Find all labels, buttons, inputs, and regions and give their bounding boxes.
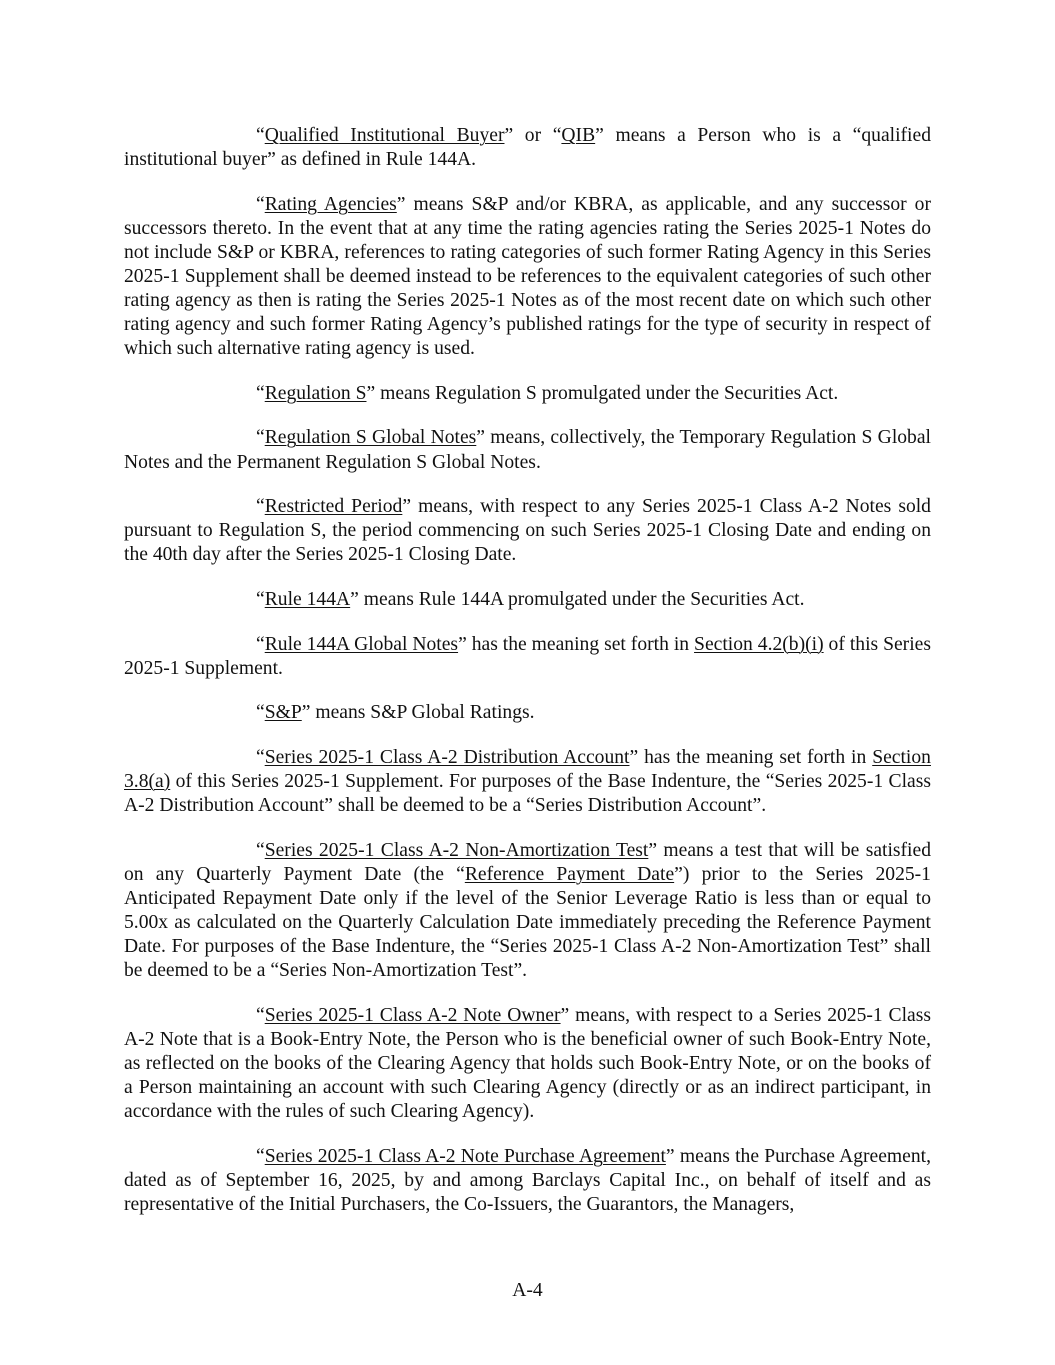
- definition-non-amortization-test: “Series 2025-1 Class A-2 Non-Amortization Test” means a test that will be satisfied on any Quarterly Payment Date (the “Reference Payment Date”) prior to the Series 2025-1 Anticipated Repayment Date only if the level of the Senior Leverage Ratio is less than or equal to 5.00x as calculated on the Quarterly Calculation Date immediately preceding the Reference Payment Date. For purposes of the Base Indenture, the “Series 2025-1 Class A-2 Non-Amortization Test” shall be deemed to be a “Series Non-Amortization Test”.: [124, 839, 931, 982]
- definition-text: means, with respect to a Series 2025-1 Class A-2 Note that is a Book-Entry Note, the Person who is the beneficial owner of such Book-Entry Note, as reflected on the books of the Clearing Agency that holds such Book-Entry Note, or on the books of a Person maintaining an account with such Clearing Agency (directly or as an indirect participant, in accordance with the rules of such Clearing Agency).: [124, 1004, 931, 1122]
- definition-text: means S&P Global Ratings.: [310, 702, 535, 724]
- defined-term: Series 2025-1 Class A-2 Non-Amortization Test: [264, 839, 649, 861]
- definition-text: means Regulation S promulgated under the Securities Act.: [375, 382, 839, 404]
- section-cross-reference: Section 3.8(a): [124, 746, 931, 792]
- definition-text: has the meaning set forth in: [638, 746, 873, 768]
- definition-text: ”) prior to the Series 2025-1 Anticipated Repayment Date only if the level of the Senior Leverage Ratio is less than or equal to 5.00x as calculated on the Quarterly Calculation Date immediately preceding the Reference Payment Date. For purposes of the Base Indenture, the “Series 2025-1 Class A-2 Non-Amortization Test” shall be deemed to be a “Series Non-Amortization Test”.: [124, 863, 931, 982]
- document-body: [124, 124, 931, 1237]
- definition-s-and-p: “S&P” means S&P Global Ratings.: [256, 702, 535, 724]
- page-number: A-4: [512, 1280, 543, 1301]
- defined-term: Regulation S Global Notes: [264, 427, 477, 449]
- defined-term: Rule 144A: [264, 588, 351, 610]
- definition-text: means, collectively, the Temporary Regulation S Global Notes and the Permanent Regulation S Global Notes.: [124, 427, 931, 473]
- defined-term: Qualified Institutional Buyer: [264, 125, 505, 146]
- defined-term: Series 2025-1 Class A-2 Distribution Account: [264, 746, 630, 768]
- defined-term: S&P: [264, 702, 302, 724]
- definition-text: means a test that will be satisfied on any Quarterly Payment Date (the “: [124, 839, 931, 885]
- definition-note-purchase-agreement: “Series 2025-1 Class A-2 Note Purchase Agreement” means the Purchase Agreement, dated as of September 16, 2025, by and among Barclays Capital Inc., on behalf of itself and as representative of the Initial Purchasers, the Co-Issuers, the Guarantors, the Managers,: [124, 1145, 931, 1215]
- defined-term: Series 2025-1 Class A-2 Note Purchase Agreement: [264, 1145, 666, 1167]
- definition-regulation-s-global-notes: “Regulation S Global Notes” means, collectively, the Temporary Regulation S Global Notes and the Permanent Regulation S Global Notes.: [124, 427, 931, 473]
- definition-note-owner: “Series 2025-1 Class A-2 Note Owner” means, with respect to a Series 2025-1 Class A-2 Note that is a Book-Entry Note, the Person who is the beneficial owner of such Book-Entry Note, as reflected on the books of the Clearing Agency that holds such Book-Entry Note, or on the books of a Person maintaining an account with such Clearing Agency (directly or as an indirect participant, in accordance with the rules of such Clearing Agency).: [124, 1004, 931, 1122]
- definition-rule-144a: “Rule 144A” means Rule 144A promulgated under the Securities Act.: [256, 588, 805, 610]
- definition-regulation-s: “Regulation S” means Regulation S promulgated under the Securities Act.: [256, 382, 839, 404]
- definition-text: has the meaning set forth in: [466, 633, 695, 655]
- defined-term: QIB: [561, 125, 596, 146]
- definition-text: means a Person who is a “qualified institutional buyer” as defined in Rule 144A.: [124, 125, 931, 171]
- definition-rating-agencies: “Rating Agencies” means S&P and/or KBRA, as applicable, and any successor or successors thereto. In the event that at any time the rating agencies rating the Series 2025-1 Notes do not include S&P or KBRA, references to rating categories of such former Rating Agency in this Series 2025-1 Supplement shall be deemed instead to be references to the equivalent categories of such other rating agency as then is rating the Series 2025-1 Notes as of the most recent date on which such other rating agency and such former Rating Agency’s published ratings for the type of security in respect of which such alternative rating agency is used.: [124, 193, 931, 360]
- definition-text: means, with respect to any Series 2025-1 Class A-2 Notes sold pursuant to Regulation S, the period commencing on such Series 2025-1 Closing Date and ending on the 40th day after the Series 2025-1 Closing Date.: [124, 496, 931, 566]
- definition-text: of this Series 2025-1 Supplement. For purposes of the Base Indenture, the “Series 2025-1 Class A-2 Distribution Account” shall be deemed to be a “Series Distribution Account”.: [124, 770, 931, 816]
- definition-distribution-account: “Series 2025-1 Class A-2 Distribution Account” has the meaning set forth in Section 3.8(a) of this Series 2025-1 Supplement. For purposes of the Base Indenture, the “Series 2025-1 Class A-2 Distribution Account” shall be deemed to be a “Series Distribution Account”.: [124, 746, 931, 816]
- definition-text: means S&P and/or KBRA, as applicable, and any successor or successors thereto. In the event that at any time the rating agencies rating the Series 2025-1 Notes do not include S&P or KBRA, references to rating categories of such former Rating Agency in this Series 2025-1 Supplement shall be deemed instead to be references to the equivalent categories of such other rating agency as then is rating the Series 2025-1 Notes as of the most recent date on which such other rating agency and such former Rating Agency’s published ratings for the type of security in respect of which such alternative rating agency is used.: [124, 193, 931, 360]
- definition-qib: “Qualified Institutional Buyer” or “QIB” means a Person who is a “qualified institutional buyer” as defined in Rule 144A.: [124, 125, 931, 171]
- definition-text: means the Purchase Agreement, dated as of September 16, 2025, by and among Barclays Capital Inc., on behalf of itself and as representative of the Initial Purchasers, the Co-Issuers, the Guarantors, the Managers,: [124, 1145, 931, 1215]
- defined-term: Restricted Period: [264, 496, 403, 518]
- defined-term: Reference Payment Date: [464, 863, 675, 885]
- definition-text: of this Series 2025-1 Supplement.: [124, 633, 931, 679]
- section-cross-reference: Section 4.2(b)(i): [694, 633, 824, 655]
- definition-text: means Rule 144A promulgated under the Securities Act.: [358, 588, 805, 610]
- definition-restricted-period: “Restricted Period” means, with respect to any Series 2025-1 Class A-2 Notes sold pursuant to Regulation S, the period commencing on such Series 2025-1 Closing Date and ending on the 40th day after the Series 2025-1 Closing Date.: [124, 496, 931, 566]
- defined-term: Series 2025-1 Class A-2 Note Owner: [264, 1004, 561, 1026]
- definition-rule-144a-global-notes: “Rule 144A Global Notes” has the meaning set forth in Section 4.2(b)(i) of this Series 2025-1 Supplement.: [124, 633, 931, 679]
- defined-term: Rule 144A Global Notes: [264, 633, 459, 655]
- defined-term: Rating Agencies: [264, 193, 397, 215]
- defined-term: Regulation S: [264, 382, 367, 404]
